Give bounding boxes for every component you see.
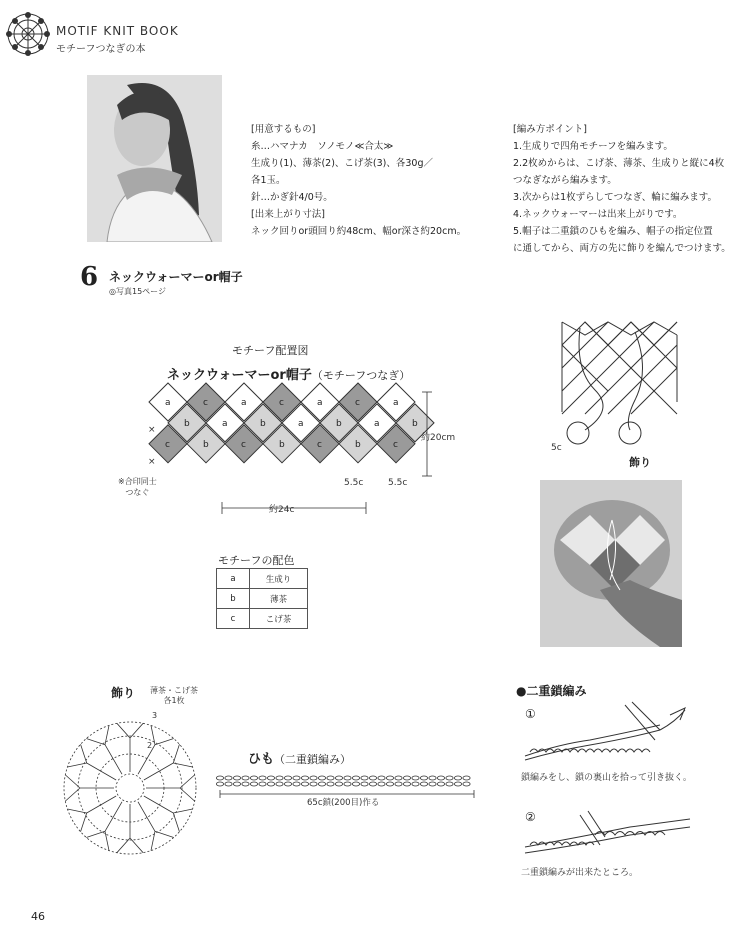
motif-letter: c <box>203 398 208 408</box>
motif-letter: b <box>355 439 361 450</box>
motif-letter: c <box>241 439 246 450</box>
step-1-text: 鎖編みをし、鎖の裏山を拾って引き抜く。 <box>521 773 692 783</box>
chain-stitch <box>344 782 351 786</box>
size-line: ネック回りor頭回り約48cm、幅or深さ約20cm。 <box>251 226 467 237</box>
motif-letter: b <box>203 439 209 450</box>
hat-decoration-label: 飾り <box>629 456 651 469</box>
motif-letter: c <box>355 398 360 408</box>
chain-stitch <box>386 776 393 780</box>
color-name: こげ茶 <box>250 609 308 629</box>
cord-title <box>248 748 351 767</box>
gap-label-2: 5.5c <box>388 478 408 488</box>
color-key: a <box>217 569 250 589</box>
chart-stitch-spoke <box>86 802 122 851</box>
motif-letter: b <box>412 418 418 429</box>
chain-stitch <box>369 782 376 786</box>
book-title: MOTIF KNIT BOOK <box>56 24 179 38</box>
chain-stitch <box>437 776 444 780</box>
color-name: 生成り <box>250 569 308 589</box>
chain-stitch <box>454 782 461 786</box>
decoration-title: 飾り <box>111 686 136 700</box>
layout-title-suffix: （モチーフつなぎ） <box>311 369 411 382</box>
chain-stitch <box>361 776 368 780</box>
motif-letter: a <box>393 398 399 408</box>
chain-stitch <box>463 782 470 786</box>
mark-left-2: × <box>148 457 156 467</box>
cord-length-label: 65c鎖(200目)作る <box>307 798 380 808</box>
chain-stitch <box>216 776 223 780</box>
chain-stitch <box>259 776 266 780</box>
motif-letter: a <box>317 398 323 408</box>
chain-stitch <box>259 782 266 786</box>
motif-letter: a <box>222 418 228 429</box>
points-line: つなぎながら編みます。 <box>513 175 617 186</box>
mark-left-1: × <box>148 425 156 435</box>
motif-letter: c <box>279 398 284 408</box>
chain-stitch <box>327 782 334 786</box>
chain-stitch <box>403 782 410 786</box>
chain-stitch <box>344 776 351 780</box>
motif-letter: c <box>317 439 322 450</box>
materials-line: 生成り(1)、薄茶(2)、こげ茶(3)、各30g／ <box>251 158 433 169</box>
chain-stitch <box>429 776 436 780</box>
step-1-number: ① <box>525 707 536 721</box>
chain-stitch <box>378 776 385 780</box>
motif-letter: c <box>393 439 398 450</box>
motif-letter: a <box>241 398 247 408</box>
chain-stitch <box>403 776 410 780</box>
chain-stitch <box>276 782 283 786</box>
motif-letter: a <box>374 418 380 429</box>
chain-stitch <box>352 776 359 780</box>
chain-stitch <box>225 776 232 780</box>
color-key: b <box>217 589 250 609</box>
motif-letter: a <box>298 418 304 429</box>
chain-stitch <box>446 782 453 786</box>
chain-stitch <box>310 782 317 786</box>
chart-stitch-spoke <box>138 802 174 851</box>
size-heading: [出来上がり寸法] <box>251 209 325 220</box>
chain-stitch <box>463 776 470 780</box>
chain-stitch <box>250 782 257 786</box>
height-label: 約20cm <box>421 433 456 443</box>
chain-stitch <box>233 782 240 786</box>
page-number: 46 <box>31 910 45 923</box>
layout-title-main: ネックウォーマーor帽子 <box>167 368 312 383</box>
motif-layout-diagram <box>110 380 440 520</box>
chain-stitch <box>301 776 308 780</box>
chart-stitch-spoke <box>144 796 193 832</box>
double-chain-heading: ●二重鎖編み <box>516 684 587 698</box>
chain-stitch <box>395 776 402 780</box>
chain-stitch <box>335 782 342 786</box>
chain-stitch <box>327 776 334 780</box>
hat-5c-label: 5c <box>551 443 562 453</box>
chain-stitch <box>429 782 436 786</box>
chart-stitch-spoke <box>117 723 143 772</box>
color-table-heading: モチーフの配色 <box>218 554 295 567</box>
chain-stitch <box>301 782 308 786</box>
chain-stitch <box>284 782 291 786</box>
chain-stitch <box>386 782 393 786</box>
chain-stitch <box>335 776 342 780</box>
chain-stitch <box>242 782 249 786</box>
decoration-crochet-chart <box>58 710 208 860</box>
chain-stitch <box>412 776 419 780</box>
join-note-line: つなぐ <box>125 488 150 497</box>
layout-heading: モチーフ配置図 <box>232 344 309 357</box>
step-2-illustration <box>520 805 700 860</box>
chart-stitch-spoke <box>117 804 143 853</box>
points-line: 4.ネックウォーマーは出来上がりです。 <box>513 209 683 220</box>
chain-stitch <box>233 776 240 780</box>
color-row <box>217 609 308 629</box>
motif-letter: a <box>165 398 171 408</box>
points-line: 2.2枚めからは、こげ茶、薄茶、生成りと縦に4枚 <box>513 158 725 169</box>
materials-line: 糸…ハマナカ ソノモノ≪合太≫ <box>251 141 394 152</box>
decoration-note <box>150 686 198 706</box>
motif-letter: b <box>184 418 190 429</box>
materials-heading: [用意するもの] <box>251 124 316 135</box>
decoration-note-line: 薄茶・こげ茶 <box>150 686 198 695</box>
points-line: 3.次からは1枚ずらしてつなぎ、輪に編みます。 <box>513 192 717 203</box>
chain-stitch <box>318 782 325 786</box>
chain-stitch <box>361 782 368 786</box>
materials-block <box>251 121 466 240</box>
chart-stitch-spoke <box>65 775 114 801</box>
chain-stitch <box>446 776 453 780</box>
chain-stitch <box>250 776 257 780</box>
color-name: 薄茶 <box>250 589 308 609</box>
color-table <box>216 568 308 629</box>
round-3-label: 3 <box>152 711 158 720</box>
chain-stitch <box>242 776 249 780</box>
photo-reference: ◎写真15ページ <box>109 287 166 296</box>
chain-stitch <box>293 782 300 786</box>
materials-line: 各1玉。 <box>251 175 286 186</box>
chain-stitch <box>225 782 232 786</box>
cord-title-suffix: （二重鎖編み） <box>274 753 352 766</box>
chain-stitch <box>395 782 402 786</box>
chain-stitch <box>420 782 427 786</box>
chain-stitch <box>284 776 291 780</box>
gap-label-1: 5.5c <box>344 478 364 488</box>
chain-stitch <box>454 776 461 780</box>
materials-line: 針…かぎ針4/0号。 <box>251 192 333 203</box>
chart-stitch-spoke <box>86 725 122 774</box>
points-block <box>513 121 731 257</box>
chart-stitch-spoke <box>67 796 116 832</box>
hat-photo <box>540 480 682 647</box>
chain-stitch <box>420 776 427 780</box>
cord-title-main: ひも <box>248 752 275 767</box>
book-subtitle: モチーフつなぎの本 <box>56 44 146 55</box>
motif-letter: b <box>336 418 342 429</box>
hat-assembly-diagram <box>540 310 710 470</box>
motif-squares <box>149 383 434 463</box>
chain-stitch <box>369 776 376 780</box>
motif-letter: b <box>279 439 285 450</box>
step-1-illustration <box>520 700 700 770</box>
project-title: ネックウォーマーor帽子 <box>109 270 243 284</box>
round-2-label: 2 <box>147 741 153 750</box>
chain-stitch <box>267 782 274 786</box>
chart-round-ring <box>116 774 144 802</box>
color-row <box>217 569 308 589</box>
join-note <box>118 476 157 498</box>
chart-stitch-spoke <box>138 725 174 774</box>
chain-stitch <box>437 782 444 786</box>
color-row <box>217 589 308 609</box>
points-line: 5.帽子は二重鎖のひもを編み、帽子の指定位置 <box>513 226 713 237</box>
model-photo <box>87 75 222 242</box>
motif-logo-icon <box>4 10 52 58</box>
chain-stitch <box>378 782 385 786</box>
chain-stitch <box>267 776 274 780</box>
chain-stitch <box>318 776 325 780</box>
decoration-note-line: 各1枚 <box>163 696 185 705</box>
step-2-number: ② <box>525 810 536 824</box>
join-note-line: ※合印同士 <box>118 477 157 486</box>
chain-stitch <box>310 776 317 780</box>
points-line: に通してから、両方の先に飾りを編んでつけます。 <box>513 243 731 254</box>
color-key: c <box>217 609 250 629</box>
chain-stitch <box>352 782 359 786</box>
points-heading: [編み方ポイント] <box>513 124 587 135</box>
motif-letter: b <box>260 418 266 429</box>
chain-stitch <box>216 782 223 786</box>
width-label: 約24c <box>269 505 295 515</box>
chart-stitch-spoke <box>146 775 195 801</box>
chain-stitch <box>412 782 419 786</box>
project-number: 6 <box>80 262 99 292</box>
chain-stitch <box>293 776 300 780</box>
points-line: 1.生成りで四角モチーフを編みます。 <box>513 141 673 152</box>
chain-stitch <box>276 776 283 780</box>
chart-stitch-spoke <box>67 744 116 780</box>
motif-letter: c <box>165 439 170 450</box>
step-2-text: 二重鎖編みが出来たところ。 <box>521 868 639 878</box>
